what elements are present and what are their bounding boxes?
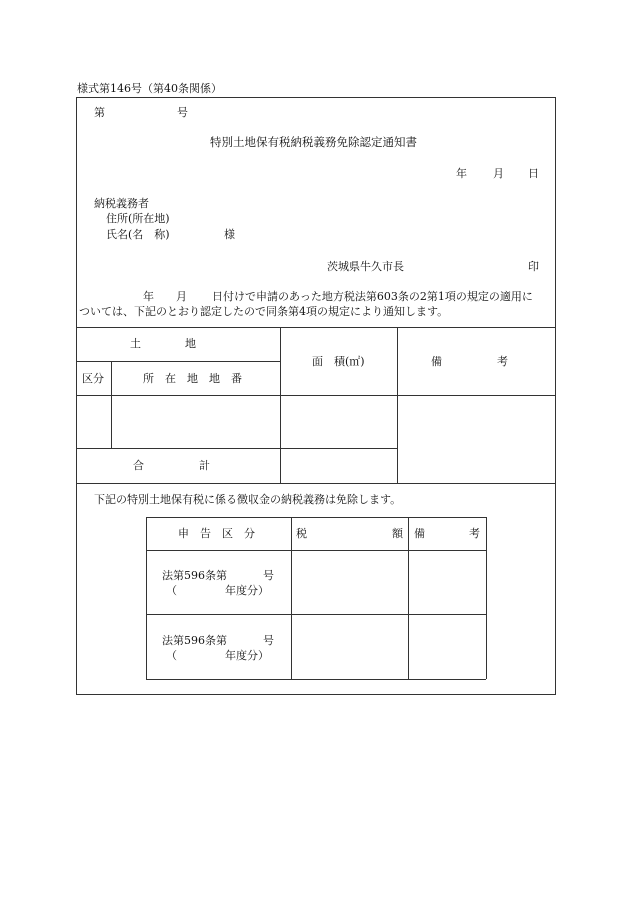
date-day: 日 [528,167,539,180]
row1-paren-open: （ [166,584,177,597]
land-header: 土 地 [130,337,196,350]
body-line1: 日付けで申請のあった地方税法第603条の2第1項の規定の適用に [212,290,533,303]
exemption-text: 下記の特別土地保有税に係る徴収金の納税義務は免除します。 [94,493,402,506]
row2-go: 号 [263,634,274,647]
table-header-bottom-line [76,395,556,396]
taxpayer-sama: 様 [224,228,235,241]
row1-law: 法第596条第 [162,569,227,582]
taxpayer-address-label: 住所(所在地) [106,212,170,225]
ref-go: 号 [177,106,188,119]
area-header: 面 積(㎡) [312,355,365,368]
kubun-divider [111,361,112,448]
date-year: 年 [456,167,467,180]
body-year: 年 [143,290,154,303]
notes-header: 備 考 [431,355,508,368]
inner-notes-bi: 備 [414,527,425,540]
row1-year: 年度分） [225,584,269,597]
category-header: 申 告 区 分 [178,527,255,540]
inner-table-top [146,517,486,518]
inner-table-bottom [146,679,486,680]
location-header: 所 在 地 地 番 [143,372,242,385]
land-subheader-line [76,361,280,362]
row2-law: 法第596条第 [162,634,227,647]
document-title: 特別土地保有税納税義務免除認定通知書 [210,135,417,149]
inner-divider-notes [408,517,409,679]
area-left-divider [280,327,281,483]
row2-year: 年度分） [225,649,269,662]
notes-left-divider [397,327,398,483]
date-month: 月 [493,167,504,180]
amount-header: 額 [392,527,403,540]
taxpayer-name-label: 氏名(名 称) [106,228,170,241]
issuer-name: 茨城県牛久市長 [327,260,404,273]
form-frame [76,97,556,695]
body-line2: ついては、下記のとおり認定したので同条第4項の規定により通知します。 [79,305,449,318]
form-number-label: 様式第146号（第40条関係） [77,82,222,95]
ref-dai: 第 [94,106,105,119]
kubun-header: 区分 [82,372,104,385]
inner-right-border [486,517,487,679]
row2-paren-open: （ [166,649,177,662]
tax-header: 税 [296,527,307,540]
inner-left-border [146,517,147,679]
body-month: 月 [176,290,187,303]
seal-mark: 印 [528,260,539,273]
total-label: 合 計 [133,459,210,472]
table-top-line [76,327,556,328]
inner-divider-tax [291,517,292,679]
inner-notes-ko: 考 [469,527,480,540]
taxpayer-header: 納税義務者 [94,197,149,210]
table-bottom-line [76,483,556,484]
data-row-bottom-line [76,448,397,449]
inner-row1-bottom [146,614,486,615]
row1-go: 号 [263,569,274,582]
inner-header-bottom [146,550,486,551]
